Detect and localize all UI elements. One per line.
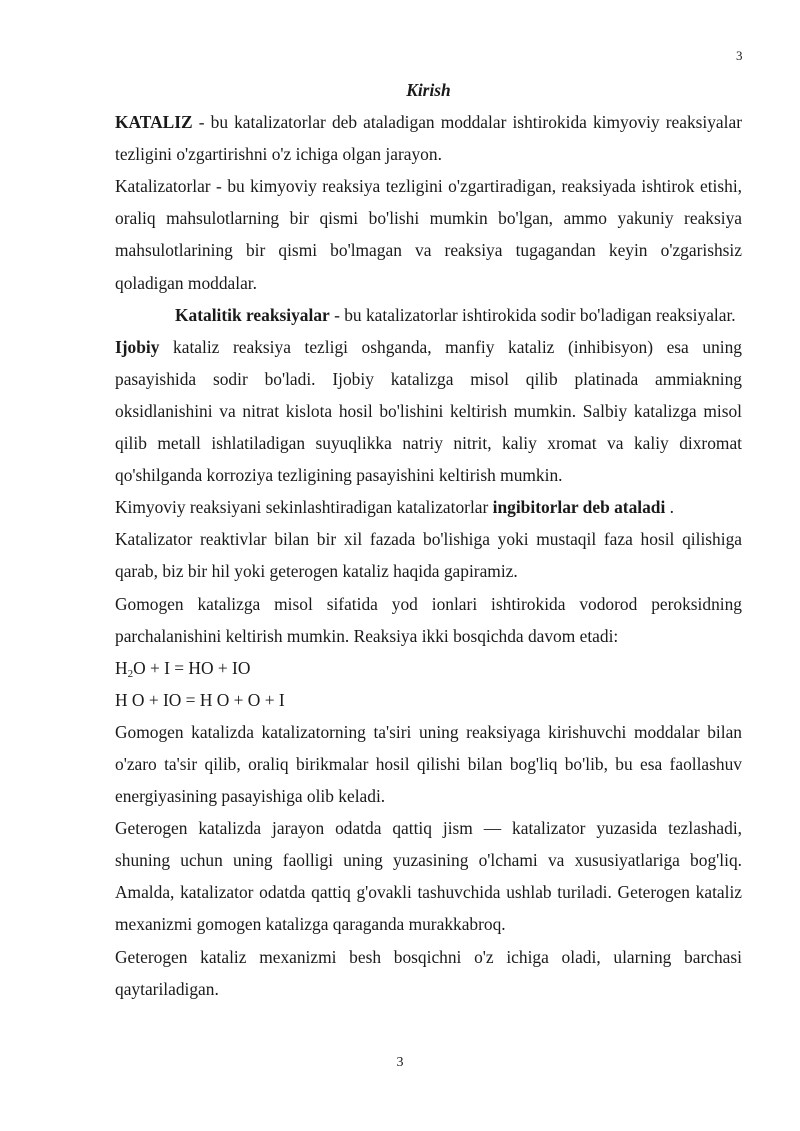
paragraph-katalizatorlar: Katalizatorlar - bu kimyoviy reaksiya tezligini o'zgartiradigan, reaksiyada ishtirok etishi, oraliq mahsulotlarning bir qismi bo'lishi mumkin bo'lgan, ammo yakuniy reaksiya mahsulotlarining bir qismi bo'lmagan va reaksiya tugagandan keyin o'zgarishsiz qoladigan moddalar. bbox=[115, 176, 742, 293]
equation-part: H bbox=[115, 657, 128, 678]
page-number-top: 3 bbox=[736, 48, 743, 63]
equation-1 bbox=[115, 652, 742, 684]
term-ijobiy: Ijobiy bbox=[115, 336, 160, 357]
paragraph-ijobiy bbox=[115, 331, 742, 491]
paragraph-gomogen-misol: Gomogen katalizga misol sifatida yod ionlari ishtirokida vodorod peroksidning parchalanishini keltirish mumkin. Reaksiya ikki bosqichda davom etadi: bbox=[115, 593, 742, 646]
paragraph-fazalar: Katalizator reaktivlar bilan bir xil fazada bo'lishiga yoki mustaqil faza hosil qilishiga qarab, biz bir hil yoki geterogen kataliz haqida gapiramiz. bbox=[115, 529, 742, 582]
paragraph-text: - bu katalizatorlar deb ataladigan moddalar ishtirokida kimyoviy reaksiyalar tezligini o'zgartirishni o'z ichiga olgan jarayon. bbox=[115, 112, 742, 165]
paragraph-end: . bbox=[665, 497, 675, 518]
paragraph-katalitik-reaksiyalar bbox=[115, 299, 742, 331]
term-ingibitorlar: ingibitorlar deb ataladi bbox=[492, 497, 666, 518]
term-kataliz: KATALIZ bbox=[115, 112, 193, 133]
page-number-bottom: 3 bbox=[396, 1055, 404, 1070]
paragraph-geterogen-kataliz: Geterogen katalizda jarayon odatda qattiq jism — katalizator yuzasida tezlashadi, shuning uchun uning faolligi uning yuzasining o'lchami va xususiyatlariga bog'liq. Amalda, katalizator odatda qattiq g'ovakli tashuvchida ushlab turiladi. Geterogen kataliz mexanizmi gomogen katalizga qaraganda murakkabroq. bbox=[115, 818, 742, 935]
paragraph-kataliz bbox=[115, 106, 742, 170]
paragraph-text: - bu katalizatorlar ishtirokida sodir bo'ladigan reaksiyalar. bbox=[329, 304, 736, 325]
document-title: Kirish bbox=[406, 80, 451, 100]
paragraph-text: Kimyoviy reaksiyani sekinlashtiradigan katalizatorlar bbox=[115, 497, 493, 518]
document-body bbox=[115, 74, 742, 1005]
paragraph-gomogen-kataliz: Gomogen katalizda katalizatorning ta'siri uning reaksiyaga kirishuvchi moddalar bilan o'zaro ta'sir qilib, oraliq birikmalar hosil qilishi bilan bog'liq bo'lib, bu esa faollashuv energiyasining pasayishiga olib keladi. bbox=[115, 721, 742, 807]
paragraph-text: kataliz reaksiya tezligi oshganda, manfiy kataliz (inhibisyon) esa uning pasayishida sodir bo'ladi. Ijobiy katalizga misol qilib platinada ammiakning oksidlanishini va nitrat kislota hosil bo'lishini keltirish mumkin. Salbiy katalizga misol qilib metall ishlatiladigan suyuqlikka natriy nitrit, kaliy xromat va kaliy dixromat qo'shilganda korroziya tezligining pasayishini keltirish mumkin. bbox=[115, 336, 742, 486]
equation-part: O + I = HO + IO bbox=[133, 657, 251, 678]
paragraph-besh-bosqich: Geterogen kataliz mexanizmi besh bosqichni o'z ichiga oladi, ularning barchasi qaytariladigan. bbox=[115, 946, 742, 999]
equation-2: H O + IO = H O + O + I bbox=[115, 689, 285, 710]
paragraph-ingibitorlar bbox=[115, 491, 742, 523]
term-katalitik-reaksiyalar: Katalitik reaksiyalar bbox=[175, 304, 330, 325]
equation-subscript: 2 bbox=[127, 667, 134, 680]
